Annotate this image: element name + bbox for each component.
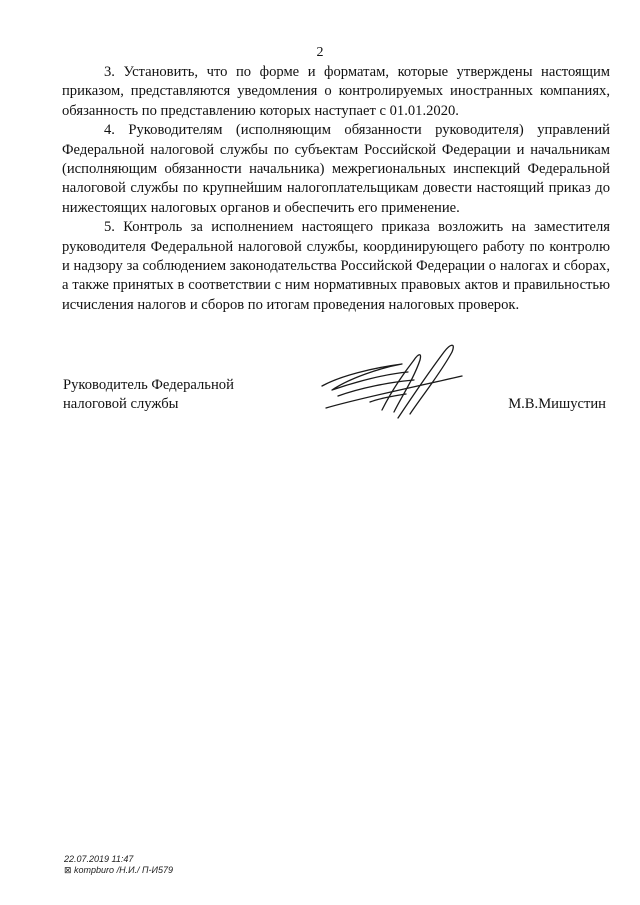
signatory-title-line1: Руководитель Федеральной	[63, 377, 234, 393]
footer-date-time: 22.07.2019 11:47	[64, 854, 134, 864]
page-number: 2	[316, 45, 324, 60]
footer-reference: ⊠ kompburo /Н.И./ П-И579	[64, 865, 173, 875]
paragraph-item-5: 5. Контроль за исполнением настоящего приказа возложить на заместителя руководителя Федеральной налоговой службы, координирующего работу по контролю и надзору за соблюдением законодательства Российской Федерации о налогах и сборах, а также принятых в соответствии с ним нормативных правовых актов и правильностью исчисления налогов и сборов по итогам проведения налоговых проверок.	[62, 219, 610, 313]
handwritten-signature	[310, 338, 470, 428]
paragraph-item-3: 3. Установить, что по форме и форматам, которые утверждены настоящим приказом, представляются уведомления о контролируемых иностранных компаниях, обязанность по представлению которых наступает с 01.01.2020.	[62, 64, 610, 119]
paragraph-item-4: 4. Руководителям (исполняющим обязанности руководителя) управлений Федеральной налоговой службы по субъектам Российской Федерации и начальникам (исполняющим обязанности начальника) межрегиональных инспекций Федеральной налоговой службы по крупнейшим налогоплательщикам довести настоящий приказ до нижестоящих налоговых органов и обеспечить его применение.	[62, 122, 610, 216]
signatory-title	[63, 376, 303, 415]
document-footer	[64, 854, 173, 876]
signatory-title-line2: налоговой службы	[63, 396, 179, 413]
document-body	[62, 63, 610, 315]
signatory-name: М.В.Мишустин	[508, 396, 606, 412]
